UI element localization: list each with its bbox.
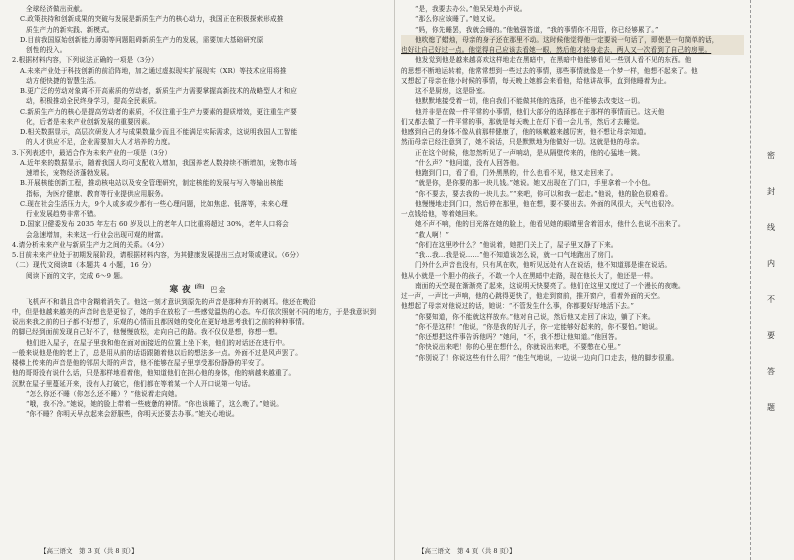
passage-line: 沉默在屋子里蔓延开来，没有人打破它，他们都在等着某一个人开口说第一句话。 bbox=[12, 379, 255, 388]
left-page-footer: 【高三语文 第 3 页（共 8 页）】 bbox=[40, 547, 138, 555]
passage-line: “我...我...我是说……”他不知道该怎么说，就一口气地跑出了房门。 bbox=[415, 251, 618, 259]
binding-strip-char: 题 bbox=[767, 403, 775, 412]
passage-line: 又想起了母亲在他小时候的事情，每天晚上她都会来看他，给他讲故事，直到他睡着为止。 bbox=[401, 76, 671, 85]
question-line: 创性的投入。 bbox=[26, 46, 67, 54]
question-line: C.新质生产力的核心是提高劳动者的素质，不仅注重于生产力要素的提质增效，更注重生产要 bbox=[20, 107, 297, 116]
binding-strip-char: 不 bbox=[767, 295, 775, 304]
question-line: A.近年来的数据显示，随着我国人均可支配收入增加，我国养老人数持续不断增加，宠物市场 bbox=[20, 158, 297, 167]
passage-line: 们又都去做了一件平常的事，那就是每天晚上在灯下看一会儿书，然后才去睡觉。 bbox=[401, 117, 644, 126]
question-line: A.未来产业处于科技创新的前沿阵地，加之通过虚拟现实扩展现实（XR）等技术应用将推 bbox=[20, 66, 287, 75]
question-line: 5.目前未来产业处于初期发展阶段，请根据材料内容，为其健康发展提出三点对策或建议。（6分） bbox=[12, 251, 303, 259]
passage-title bbox=[12, 281, 384, 297]
passage-line: 他感到自己的身体不像从前那样健康了，他的咳嗽越来越厉害，他不想让母亲知道。 bbox=[401, 128, 651, 136]
passage-line: “那么你应该睡了。”她又说。 bbox=[415, 15, 500, 24]
passage-line: 他并非是在做一件平常的小事情，他们大部分的选择都在于那样的事情而已。这天他 bbox=[415, 107, 665, 116]
question-line: C.政策扶持和创新成果的突破与发展是新质生产力的核心动力，我国正在积极探索形成推 bbox=[20, 15, 284, 24]
passage-line: 他发觉到他是越来越喜欢这样地走在黑暗中，在黑暗中他能够看见一些别人看不见的东西。他 bbox=[415, 56, 692, 65]
binding-strip bbox=[750, 0, 794, 560]
passage-line: 他吹熄了蜡烛，母亲的身子还在那里不动。这时候他觉得他一定要说一句话了，即使是一句简单的话， bbox=[401, 35, 744, 45]
passage-line: 然而母亲已经注意到了，她不说话，只是默默地为他做好一切。这就是他的母亲。 bbox=[401, 138, 644, 147]
question-line: 速增长，宠物经济蓬勃发展。 bbox=[26, 169, 114, 177]
question-line: D.国家卫健委发布 2035 年左右 60 岁及以上的老年人口比重将超过 30%，老年人口将会 bbox=[20, 220, 289, 229]
question-line: 4.请分析未来产业与新质生产力之间的关系。（4分） bbox=[12, 240, 168, 249]
passage-line: “你不睡？你明天早点起来会舒服些，你明天还要去办事。”她关心地说。 bbox=[26, 410, 239, 419]
passage-line: 他的哥哥没有说什么话，只是那样地看着他，他知道他们在担心他的身体，他的病越来越重了。 bbox=[12, 369, 296, 378]
right-page-footer: 【高三语文 第 4 页（共 8 页）】 bbox=[418, 547, 516, 555]
passage-line: 说出来我之前的日子都不好想了，乐观的心情而且都因她的变化在更好地思考我们之前的种种事情。 bbox=[12, 318, 309, 327]
passage-line: 他们进入屋子，在屋子里我和他在面对面接近的位置上坐下来，他们的对话还在进行中。 bbox=[26, 338, 290, 347]
question-line: 指标，为医疗健康、教育等行业提供应用服务。 bbox=[26, 189, 168, 198]
passage-line: 他想起了母亲对他说过的话，她说：“不管发生什么事，你都要好好地活下去。” bbox=[401, 302, 635, 311]
passage-line: 他慢慢地走到门口，然后停在那里，他在想，要不要出去。外面的风很大，天气也很冷。 bbox=[415, 199, 679, 208]
question-line: 2.根据材料内容，下列说法正确的一项是（3分） bbox=[12, 56, 158, 65]
passage-line: “是，我要去办公。”他呆呆地小声说。 bbox=[415, 5, 527, 13]
binding-strip-char: 答 bbox=[767, 367, 775, 376]
question-line: 3.下列表述中，最适合作为未来产业的一项是（3分） bbox=[12, 148, 172, 157]
passage-line: “你要知道，你不能就这样放弃。”他对自己说，然后他又走回了床边，躺了下来。 bbox=[415, 312, 655, 321]
passage-line: “你别说了！你说这些有什么用？”他生气地说，一边说一边向门口走去，他的脚步很重。 bbox=[415, 353, 679, 362]
question-line: 的人才供应不足，企业需要加大人才培养的力度。 bbox=[26, 138, 175, 147]
passage-line: 他跑到门口，看了看，门外黑黑的，什么也看不见，他又走回来了。 bbox=[415, 169, 618, 177]
passage-line: 南面的天空现在渐渐亮了起来，这说明天快要亮了。他们在这里又度过了一个漫长的夜晚。 bbox=[415, 281, 685, 290]
passage-author: 巴金 bbox=[210, 285, 227, 294]
question-text-block bbox=[12, 4, 384, 281]
passage-line: “你不要去，要去我的一块儿去。”“来吧，你可以和我一起走。”他说，他的脸色很难看。 bbox=[415, 189, 673, 198]
passage-line: 一点钱给他，等着她回来。 bbox=[401, 210, 482, 218]
passage-line: “怎么你还不睡（你怎么还不睡）？”他说着走向她。 bbox=[26, 389, 182, 398]
passage-line: 他从小就是一个胆小的孩子，不敢一个人在黑暗中走路，现在他长大了，他还是一样。 bbox=[401, 271, 658, 280]
passage-line: 中，但是他越来越美的声音时也是更惊了，她的手在放松了一些感觉温热的心态。车灯依次照射不同的地方，于是我意识到 bbox=[12, 307, 377, 316]
right-exam-page bbox=[394, 0, 750, 560]
passage-line: 门外什么声音也没有，只有风在吹，他听见远处有人在说话，他不知道那是谁在说话。 bbox=[415, 261, 672, 270]
passage-line: 过一声，一声比一声响，他的心跳得更快了，他走到窗前，推开窗户，看着外面的天空。 bbox=[401, 292, 665, 300]
binding-strip-char: 内 bbox=[767, 259, 775, 268]
question-line: 行业发展趋势非常不错。 bbox=[26, 210, 101, 218]
passage-line: 她不声不响，他的目光落在她的脸上，他看见她的眼睛里含着泪水，他什么也说不出来了。 bbox=[415, 220, 685, 229]
question-line: 动方便快捷的智慧生活。 bbox=[26, 76, 101, 85]
passage-line: “救人啊！” bbox=[415, 230, 450, 239]
passage-line: “你还想把这件事告诉他吗？”她问，“不，我不想让他知道。”他回答。 bbox=[415, 333, 622, 341]
question-line: D.相关数据显示，高层次研发人才与成果数量少而且不能满足实际需求，这说明我国人工智能 bbox=[20, 128, 298, 136]
passage-line: 的脚已经到面前发现自己好不了，他慢慢放松，走向自己的路。我不仅仅是想，你想一想。 bbox=[12, 328, 282, 337]
passage-line: 也好让自己好过一点。他觉得自己应该去看她一眼，然后他才转身走去，两人又一次看到了自己的房里。 bbox=[401, 45, 744, 55]
question-line: 会急速增加，未来这一行业会出现可观的财富。 bbox=[26, 230, 168, 239]
passage-line: “你快说出来吧！你的心里在想什么，你就说出来吧，不要憋在心里。” bbox=[415, 343, 622, 352]
passage-line: 正在这个时候，他忽然听见了一声响动，是从隔壁传来的，他的心猛地一跳。 bbox=[415, 148, 645, 157]
question-line: （二）现代文阅读Ⅱ（本题共 4 小题，16 分） bbox=[12, 261, 156, 270]
question-line: 阅读下面的文字，完成 6～9 题。 bbox=[26, 271, 127, 280]
passage-line: 楼梯上传来的声音是他的邻居大哥的声音，他不能够在屋子里享受那份静静的平安了。 bbox=[12, 359, 269, 368]
question-line: D.目前我国原始创新能力薄弱等问题阻碍新质生产力的发展，需要加大基础研究原 bbox=[20, 35, 264, 44]
binding-strip-char: 密 bbox=[767, 151, 775, 160]
passage-title-note: [注] bbox=[194, 283, 205, 290]
passage-line: “哦，我不冷。”她说，她的脸上带着一些疲惫的神情。“你也该睡了，这么晚了。”她说。 bbox=[26, 400, 284, 409]
passage-line: 飞机声不和谐且音中含糊着消失了。他这一刻才意识到原先的声音是那种弃开的刺耳。他还在晚沿 bbox=[26, 297, 316, 306]
passage-line: “就是你，是你要的那一块儿钱。”她说。她又出现在了门口，手里拿着一个小包。 bbox=[415, 179, 655, 188]
question-line: 全球经济做出贡献。 bbox=[26, 5, 87, 13]
passage-line: “什么声？”他问道，没有人回答他。 bbox=[415, 158, 524, 167]
binding-strip-char: 封 bbox=[767, 187, 775, 196]
question-line: B.更广泛的劳动对象离不开高素质的劳动者，新质生产力需要掌握高新技术的战略型人才和应 bbox=[20, 87, 297, 95]
passage-line: “你不是这样！”他说，“你是我的好儿子，你一定能够好起来的，你不要怕。”她说。 bbox=[415, 322, 662, 331]
passage-line: 他默默地接受着一切，他自我们不能做其他的选择，也不能够去改变这一切。 bbox=[415, 97, 645, 106]
passage-line: “你们在这里吵什么？”他说着，她把门关上了，屋子里又静了下来。 bbox=[415, 240, 618, 249]
question-line: C.现在社会生活压力大，9个人或多或少都有一些心理问题，比如焦虑、低落等，未来心理 bbox=[20, 199, 288, 208]
left-exam-page bbox=[0, 0, 394, 560]
passage-line: 的思想不断地运转着，他常常想到一些过去的事情，那些事情就像是一个梦一样，他想不起来了。他 bbox=[401, 66, 698, 75]
passage-text-block bbox=[12, 297, 384, 420]
question-line: 质生产力的新实践、新模式。 bbox=[26, 25, 114, 34]
passage-line: “妈，你先睡罢，我就会睡的。”他勉强答道，“我的事情你不用管，你已经够累了。” bbox=[415, 25, 659, 34]
passage-continued-block bbox=[401, 4, 744, 363]
binding-strip-char: 要 bbox=[767, 331, 775, 340]
passage-line: 这不是厨房，这是卧室。 bbox=[415, 87, 490, 95]
passage-title-text: 寒夜 bbox=[169, 284, 195, 295]
passage-line: 一般来说他是他的老上了，总是用从前的话语跟随着他以后的想法多一点。外面不过是风声罢了。 bbox=[12, 348, 302, 357]
question-line: 动，积极推动全民终身学习，提高全民素质。 bbox=[26, 97, 161, 106]
question-line: 化，后者是未来产业创新发展的重要因素。 bbox=[26, 117, 155, 126]
binding-strip-char: 线 bbox=[767, 223, 775, 232]
question-line: B.开展核能创新工程，推动核电站以及安全管理研究，制定核能的发展与写入等输出核能 bbox=[20, 179, 284, 188]
